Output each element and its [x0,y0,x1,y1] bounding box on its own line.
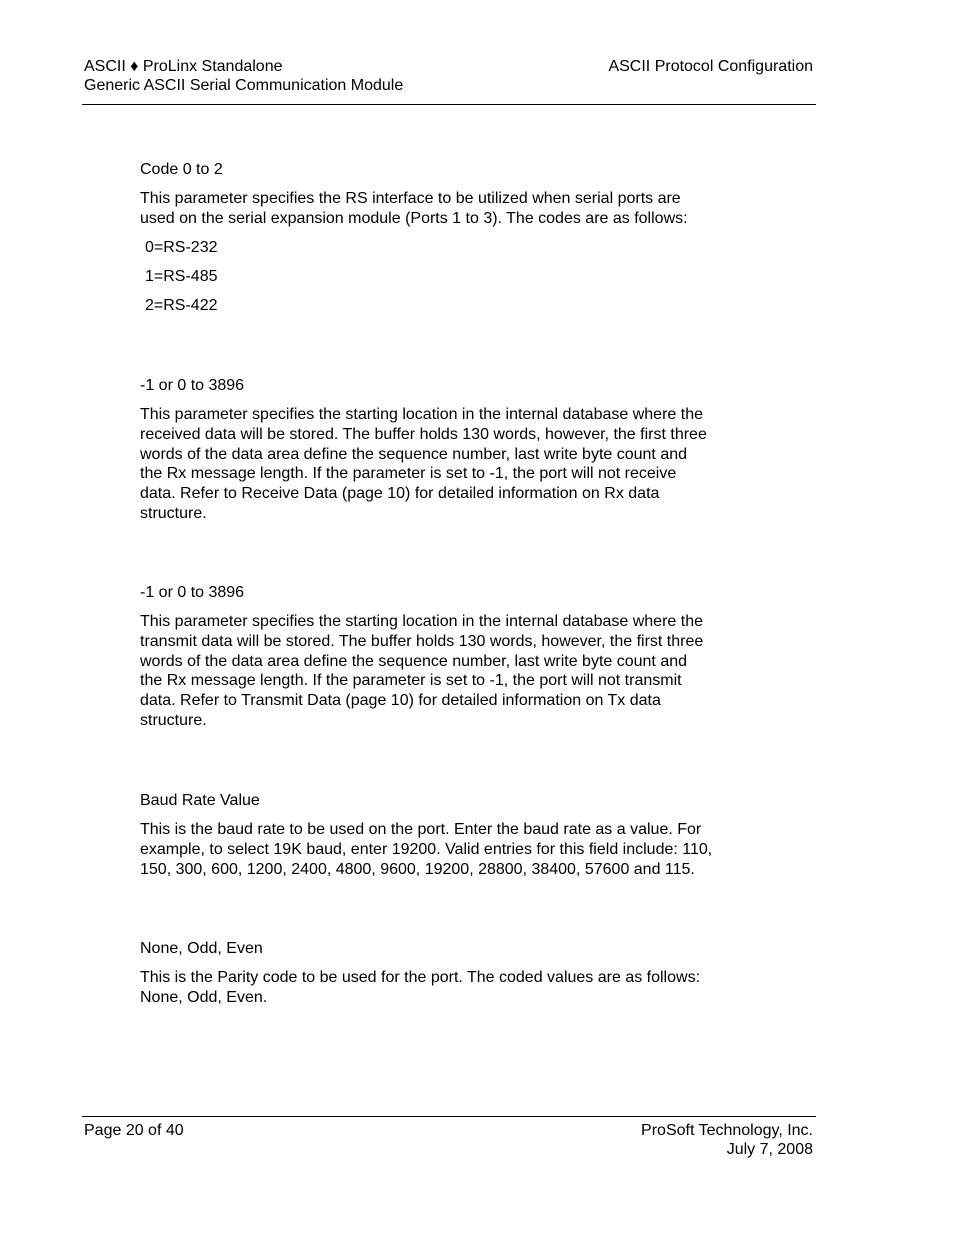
rx-data-description [140,405,780,524]
baud-rate-section [140,791,780,879]
parity-description [140,968,780,1008]
description-line: This is the baud rate to be used on the port. Enter the baud rate as a value. For [140,821,702,838]
description-line: This parameter specifies the starting location in the internal database where the [140,406,703,423]
description-line: None, Odd, Even. [140,988,268,1006]
rs-code-item: 0=RS-232 [145,238,218,256]
header-module-name: Generic ASCII Serial Communication Module [84,77,404,94]
description-line: words of the data area define the sequence number, last write byte count and [140,445,688,463]
tx-data-section [140,583,780,731]
page-number: Page 20 of 40 [84,1122,184,1139]
description-line: received data will be stored. The buffer holds 130 words, however, the first three [140,425,707,443]
header-product-line: ASCII ♦ ProLinx Standalone [84,58,283,75]
rs-interface-description [140,189,780,229]
footer-rule [82,1116,816,1117]
footer-right [641,1121,813,1159]
baud-rate-value: Baud Rate Value [140,792,260,809]
parity-section [140,939,780,1008]
rx-data-value-range: -1 or 0 to 3896 [140,377,245,394]
description-line: transmit data will be stored. The buffer holds 130 words, however, the first three [140,632,704,650]
description-line: This parameter specifies the starting location in the internal database where the [140,613,703,630]
description-line: data. Refer to Transmit Data (page 10) for detailed information on Tx data [140,692,661,710]
baud-rate-description [140,820,780,879]
rs-code-list [140,238,780,316]
rs-code-item: 2=RS-422 [145,296,218,314]
rs-interface-value-range: Code 0 to 2 [140,161,223,178]
rs-interface-section [140,160,780,325]
description-line: This parameter specifies the RS interface to be utilized when serial ports are [140,190,681,207]
description-line: data. Refer to Receive Data (page 10) for detailed information on Rx data [140,485,660,503]
description-line: the Rx message length. If the parameter is set to -1, the port will not transmit [140,672,682,690]
description-line: example, to select 19K baud, enter 19200. Valid entries for this field include: 110, [140,840,713,858]
parity-value-options: None, Odd, Even [140,940,263,957]
description-line: used on the serial expansion module (Ports 1 to 3). The codes are as follows: [140,209,688,227]
description-line: words of the data area define the sequence number, last write byte count and [140,652,688,670]
description-line: 150, 300, 600, 1200, 2400, 4800, 9600, 19200, 28800, 38400, 57600 and 115. [140,860,695,878]
header-left [84,57,403,95]
description-line: the Rx message length. If the parameter is set to -1, the port will not receive [140,465,677,483]
rs-code-item: 1=RS-485 [145,267,218,285]
header-rule [82,104,816,105]
footer-date: July 7, 2008 [726,1141,813,1158]
rx-data-section [140,376,780,524]
description-line: structure. [140,711,207,729]
tx-data-value-range: -1 or 0 to 3896 [140,584,245,601]
footer-company: ProSoft Technology, Inc. [641,1122,813,1139]
header-chapter-title: ASCII Protocol Configuration [608,58,813,75]
tx-data-description [140,612,780,731]
description-line: This is the Parity code to be used for the port. The coded values are as follows: [140,969,701,986]
description-line: structure. [140,504,207,522]
